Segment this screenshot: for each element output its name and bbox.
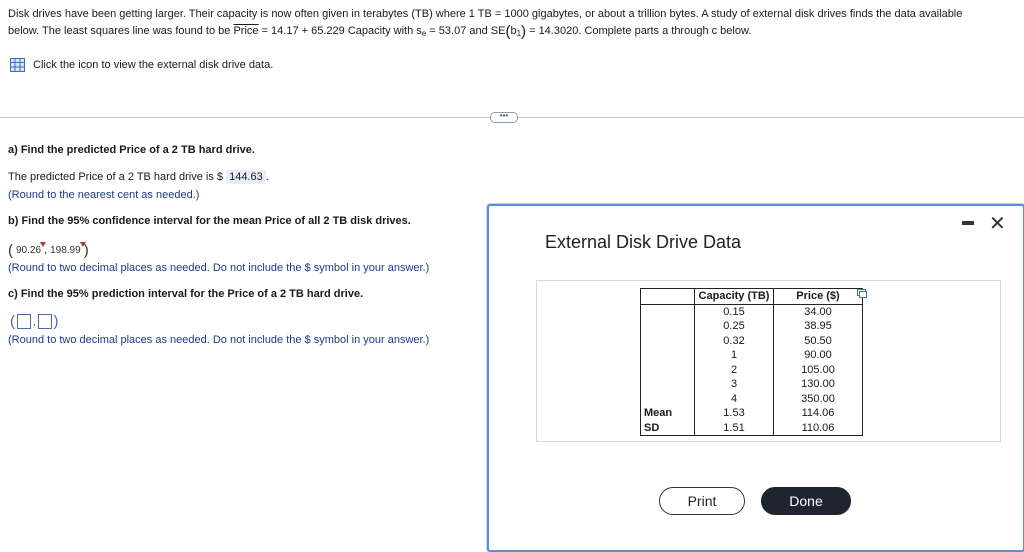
paren-open: ( [505,23,511,40]
part-b-lower-input[interactable]: 90.26 [13,245,44,256]
problem-text: = 14.17 + 65.229 Capacity with s [258,25,422,37]
table-cell: 130.00 [774,377,863,392]
data-panel [536,280,1001,442]
part-c-text: c) Find the 95% prediction interval for the Price of a 2 TB hard drive. [8,288,364,300]
table-cell: 105.00 [774,363,863,378]
done-button[interactable]: Done [761,487,851,515]
b1: b [510,25,517,37]
table-row [641,304,863,319]
table-cell: 38.95 [774,319,863,334]
part-a-prefix: The predicted Price of a 2 TB hard drive is $ [8,171,227,183]
part-b-upper-input[interactable]: 198.99 [47,245,84,256]
subscript-e: e [421,29,427,38]
table-cell: 50.50 [774,334,863,349]
close-icon[interactable]: ✕ [989,213,1006,235]
table-cell [641,392,695,407]
more-button[interactable]: ••• [490,112,518,123]
table-cell: 1.51 [695,421,774,436]
table-cell: 34.00 [774,304,863,319]
table-cell: 0.25 [695,319,774,334]
table-cell: 90.00 [774,348,863,363]
part-b-open-paren: ( [8,241,13,259]
table-row [641,392,863,407]
table-cell: SD [641,421,695,436]
price-hat: Price [233,25,259,37]
data-table [640,288,863,436]
part-c-interval [10,313,59,330]
part-b-hint: (Round to two decimal places as needed. Do not include the $ symbol in your answer.) [8,262,430,274]
part-a-text: a) Find the predicted Price of a 2 TB hard drive. [8,144,255,156]
problem-text: = 14.3020. Complete parts a through c below. [526,25,752,37]
part-c-question [8,288,363,300]
table-cell [641,377,695,392]
part-b-interval [8,241,89,259]
table-header-cell: Capacity (TB) [695,289,774,305]
table-row [641,319,863,334]
part-b-question [8,215,411,227]
table-cell: 0.32 [695,334,774,349]
table-row [641,348,863,363]
table-row [641,421,863,436]
data-dialog [487,204,1024,552]
table-cell [641,363,695,378]
view-data-link[interactable] [10,58,273,72]
part-a-hint: (Round to the nearest cent as needed.) [8,189,200,201]
table-header-cell [641,289,695,305]
problem-text: = 53.07 and SE [426,25,506,37]
table-cell: 114.06 [774,406,863,421]
table-header-row [641,289,863,305]
subscript-1: 1 [516,29,522,38]
part-c-close-paren: ) [53,313,59,330]
minimize-icon[interactable] [962,221,974,225]
table-cell [641,319,695,334]
table-cell: 3 [695,377,774,392]
view-data-label[interactable]: Click the icon to view the external disk drive data. [33,59,274,71]
part-a-suffix: . [265,171,269,183]
table-cell: 350.00 [774,392,863,407]
part-c-upper-input[interactable] [38,314,52,329]
problem-line-2 [8,23,1018,42]
part-c-hint: (Round to two decimal places as needed. Do not include the $ symbol in your answer.) [8,334,430,346]
table-row [641,363,863,378]
part-c-open-paren: ( [10,313,15,330]
table-cell [641,348,695,363]
table-grid-icon[interactable] [10,58,25,72]
part-b-separator: , [44,244,48,256]
part-a-answer-line [8,171,269,183]
table-cell: Mean [641,406,695,421]
part-c-lower-input[interactable] [17,314,31,329]
part-b-text: b) Find the 95% confidence interval for the mean Price of all 2 TB disk drives. [8,215,411,227]
table-cell: 1 [695,348,774,363]
print-button[interactable]: Print [659,487,745,515]
dialog-title: External Disk Drive Data [545,232,742,252]
table-cell: 1.53 [695,406,774,421]
problem-line-1: Disk drives have been getting larger. Their capacity is now often given in terabytes (TB) where 1 TB = 1000 gigabytes, or about a trillion bytes. A study of external disk drives finds the data available [8,8,963,20]
problem-text: below. The least squares line was found to be [8,25,234,37]
table-header-cell: Price ($) [774,289,863,305]
table-row [641,377,863,392]
table-cell [641,304,695,319]
paren-close: ) [521,23,527,40]
part-b-close-paren: ) [83,241,89,259]
table-cell: 2 [695,363,774,378]
table-cell [641,334,695,349]
table-cell: 0.15 [695,304,774,319]
table-row [641,406,863,421]
table-cell: 110.06 [774,421,863,436]
table-row [641,334,863,349]
table-cell: 4 [695,392,774,407]
part-c-separator: , [33,316,36,327]
part-a-question [8,144,255,156]
problem-statement [8,6,1018,42]
copy-icon[interactable] [857,289,867,298]
part-a-answer[interactable]: 144.63 [226,170,266,184]
